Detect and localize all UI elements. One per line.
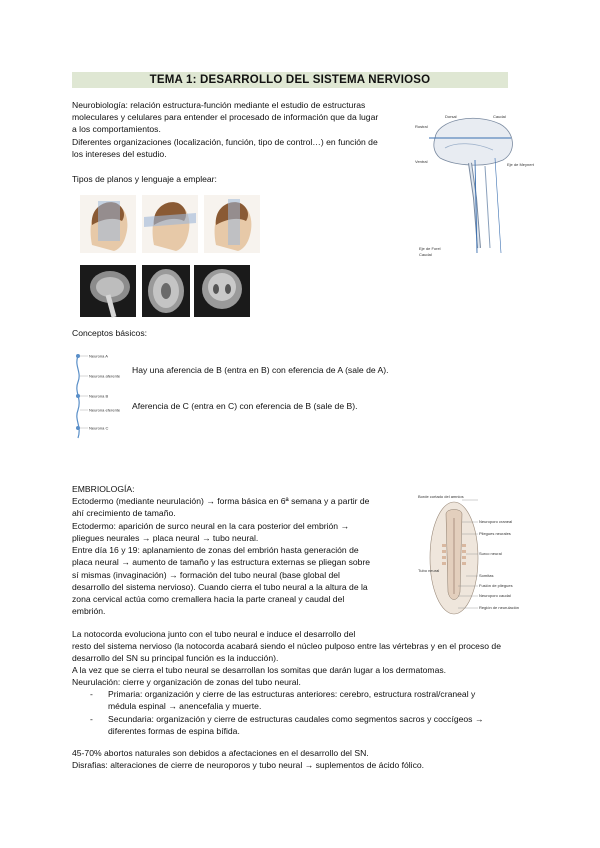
embryo-label-pliegues: Pliegues neurales [479,531,511,536]
embryo-label-tubo: Tubo neural [418,568,440,573]
bullet-line: Primaria: organización y cierre de las estructuras anteriores: cerebro, estructura rostral/craneal y [108,689,476,699]
conceptos-heading: Conceptos básicos: [72,328,147,338]
brain-label-caudal: Caudal [493,114,506,119]
page-title: TEMA 1: DESARROLLO DEL SISTEMA NERVIOSO [72,72,508,88]
final-line: Disrafias: alteraciones de cierre de neuroporos y tubo neural → suplementos de ácido fólico. [72,760,425,770]
brain-label-eje: Eje de Meynert [507,162,534,167]
bullet-mark: - [90,689,93,699]
intro-line: a los comportamientos. [72,124,161,134]
neuron-label: Neurona aferente [89,373,121,379]
notocorda-line: Neurulación: cierre y organización de zonas del tubo neural. [72,677,301,687]
mri-sagittal-image [80,265,136,317]
embrio-line: desarrollo del sistema nervioso). Cuando cierra el tubo neural a la altura de la [72,582,368,592]
aferencia-text-1: Hay una aferencia de B (entra en B) con eferencia de A (sale de A). [132,365,389,375]
notocorda-line: desarrollo del SN su principal función es la inducción). [72,653,279,663]
bullet-mark: - [90,714,93,724]
neuron-label: Neurona C [89,425,109,431]
embryo-label-fusion: Fusión de pliegues [479,583,513,588]
embrio-line: pliegues neurales → placa neural → tubo neural. [72,533,259,543]
neuron-label: Neurona eferente [89,407,121,413]
embryo-label-region: Región de neurulación [479,605,520,610]
embryo-label-neuroporo-c: Neuroporo caudal [479,593,511,598]
embrio-line: zona cervical actúa como cremallera hacia la parte craneal y caudal del [72,594,345,604]
bullet-line: diferentes formas de espina bífida. [108,726,240,736]
notocorda-line: resto del sistema nervioso (la notocorda acabará siendo el núcleo pulposo entre las vértebras y en el proceso de [72,641,501,651]
aferencia-text-2: Aferencia de C (entra en C) con eferencia de B (sale de B). [132,401,358,411]
embrio-line: Ectodermo (mediante neurulación) → forma básica en 6ª semana y a partir de [72,496,370,506]
embrio-line: Entre día 16 y 19: aplanamiento de zonas del embrión hasta generación de [72,545,359,555]
intro-line: los intereses del estudio. [72,149,167,159]
brain-axis-figure [415,108,534,258]
notocorda-line: La notocorda evoluciona junto con el tubo neural e induce el desarrollo del [72,629,356,639]
final-line: 45-70% abortos naturales son debidos a afectaciones en el desarrollo del SN. [72,748,369,758]
brain-label-rostral: Rostral [415,124,428,129]
planos-heading: Tipos de planos y lenguaje a emplear: [72,174,217,184]
mri-coronal-image [194,265,250,317]
neuron-chain-diagram [72,352,132,442]
embrio-line: sí mismas (invaginación) → formación del tubo neural (base global del [72,570,340,580]
intro-line: moleculares y celulares para entender el procesado de información que da lugar [72,112,379,122]
neuron-label: Neurona A [89,353,108,359]
brain-label-caudal2: Caudal [419,252,432,257]
notocorda-line: A la vez que se cierra el tubo neural se desarrollan los somitas que darán lugar a los dermatomas. [72,665,447,675]
embryo-label-neuroporo: Neuroporo craneal [479,519,513,524]
embrio-line: embrión. [72,606,106,616]
head-planes-figure [80,195,260,257]
embrio-line: Ectodermo: aparición de surco neural en la cara posterior del embrión → [72,521,350,531]
embryo-label-borde: Borde cortado del amnios [418,494,464,499]
embryo-label-surco: Surco neural [479,551,502,556]
intro-line: Neurobiología: relación estructura-función mediante el estudio de estructuras [72,100,366,110]
mri-axial-image [142,265,190,317]
embriologia-heading: EMBRIOLOGÍA: [72,484,135,494]
embryo-label-somitas: Somitas [479,573,494,578]
brain-label-eje-forel: Eje de Forel [419,246,441,251]
neuron-label: Neurona B [89,393,109,399]
bullet-line: Secundaria: organización y cierre de estructuras caudales como segmentos sacros y coccígeos → [108,714,484,724]
brain-label-ventral: Ventral [415,159,428,164]
bullet-line: médula espinal → anencefalia y muerte. [108,701,262,711]
intro-line: Diferentes organizaciones (localización, función, tipo de control…) en función de [72,137,378,147]
embrio-line: placa neural → aumento de tamaño y las estructura externas se pliegan sobre [72,557,371,567]
embryo-figure [418,492,528,622]
embrio-line: ahí crecimiento de tamaño. [72,508,176,518]
brain-label-dorsal: Dorsal [445,114,457,119]
